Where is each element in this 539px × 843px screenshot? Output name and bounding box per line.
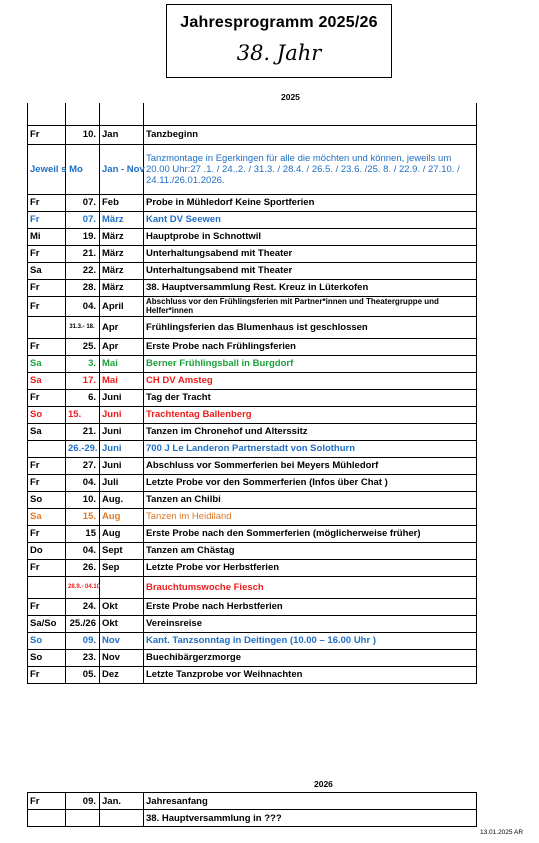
date-cell: 17. [66,372,100,389]
weekday-cell: Fr [28,194,66,211]
weekday-cell: So [28,649,66,666]
table-row [28,508,477,525]
table-row [28,389,477,406]
event-cell: 38. Hauptversammlung Rest. Kreuz in Lüterkofen [144,279,477,296]
month-cell: Okt [100,615,144,632]
month-cell: Nov [100,649,144,666]
table-row [28,262,477,279]
month-cell: Dez [100,666,144,683]
weekday-cell [28,316,66,338]
event-cell: CH DV Amsteg [144,372,477,389]
program-table-2025 [27,103,477,684]
month-cell: März [100,228,144,245]
month-cell: Aug [100,525,144,542]
page-subtitle: 38. Jahr [236,41,322,65]
weekday-cell: Fr [28,598,66,615]
event-cell: Kant DV Seewen [144,211,477,228]
weekday-cell: Sa/So [28,615,66,632]
table-row [28,632,477,649]
date-cell: 07. [66,211,100,228]
weekday-cell: So [28,491,66,508]
weekday-cell [28,576,66,598]
date-cell: 26. [66,559,100,576]
weekday-cell: Fr [28,296,66,316]
date-cell: 04. [66,474,100,491]
table-row [28,279,477,296]
table-row [28,525,477,542]
event-cell [144,103,477,125]
month-cell: Feb [100,194,144,211]
weekday-cell: Fr [28,279,66,296]
date-cell: 09. [66,632,100,649]
weekday-cell: Mi [28,228,66,245]
date-cell: 27. [66,457,100,474]
table-row [28,666,477,683]
table-row [28,296,477,316]
table-row [28,598,477,615]
event-cell: Tag der Tracht [144,389,477,406]
month-cell: Juni [100,440,144,457]
table-row [28,457,477,474]
date-cell: 10. [66,125,100,144]
month-cell: Juni [100,423,144,440]
date-cell: 28.9.- 04.10 [66,576,100,598]
table-row [28,245,477,262]
weekday-cell: Fr [28,389,66,406]
date-cell: 15 [66,525,100,542]
month-cell: Apr [100,316,144,338]
event-cell: Brauchtumswoche Fiesch [144,576,477,598]
year-heading-2026: 2026 [314,779,333,789]
month-cell: Jan. [100,793,144,810]
weekday-cell: Fr [28,211,66,228]
table-row [28,194,477,211]
month-cell: Sept [100,542,144,559]
event-cell: Berner Frühlingsball in Burgdorf [144,355,477,372]
month-cell: Juni [100,406,144,423]
date-cell: 6. [66,389,100,406]
date-cell: 31.3.- 18. [66,316,100,338]
month-cell: Juni [100,457,144,474]
table-row [28,406,477,423]
date-cell [66,810,100,827]
event-cell: Tanzen am Chästag [144,542,477,559]
date-cell: 04. [66,542,100,559]
month-cell [100,103,144,125]
date-cell: 26.-29. [66,440,100,457]
weekday-cell: Fr [28,666,66,683]
event-cell: Vereinsreise [144,615,477,632]
event-cell: Tanzen im Heidiland [144,508,477,525]
weekday-cell: Sa [28,262,66,279]
month-cell: März [100,245,144,262]
table-row [28,423,477,440]
month-cell: April [100,296,144,316]
weekday-cell: Fr [28,245,66,262]
table-row [28,576,477,598]
month-cell: Mai [100,355,144,372]
month-cell: März [100,211,144,228]
date-cell [66,103,100,125]
table-row [28,810,477,827]
event-cell: Unterhaltungsabend mit Theater [144,245,477,262]
date-cell: 23. [66,649,100,666]
weekday-cell: Sa [28,508,66,525]
month-cell: Aug [100,508,144,525]
date-cell: 21. [66,423,100,440]
table-row [28,559,477,576]
footer-note: 13.01.2025 AR [480,829,524,836]
weekday-cell: So [28,406,66,423]
table-row [28,542,477,559]
weekday-cell [28,103,66,125]
date-cell: 15. [66,508,100,525]
event-cell: Letzte Probe vor Herbstferien [144,559,477,576]
weekday-cell: Fr [28,125,66,144]
weekday-cell: Fr [28,525,66,542]
event-cell: Jahresanfang [144,793,477,810]
month-cell [100,576,144,598]
weekday-cell: Sa [28,372,66,389]
event-cell: Tanzmontage in Egerkingen für alle die möchten und können, jeweils um 20.00 Uhr:27 .1. / 24..2. / 31.3. / 28.4. / 26.5. / 23.6. /25. 8. / 22.9. / 27.10. / 24.11./26.01.2026. [144,144,477,194]
month-cell: März [100,279,144,296]
table-row [28,649,477,666]
weekday-cell: Fr [28,793,66,810]
table-row [28,338,477,355]
event-cell: Kant. Tanzsonntag in Deitingen (10.00 – 16.00 Uhr ) [144,632,477,649]
date-cell: 04. [66,296,100,316]
table-row [28,103,477,125]
date-cell: 19. [66,228,100,245]
event-cell: Erste Probe nach Frühlingsferien [144,338,477,355]
weekday-cell: Jeweil s Mo [28,144,66,194]
month-cell: Mai [100,372,144,389]
event-cell: Abschluss vor den Frühlingsferien mit Partner*innen und Theatergruppe und Helfer*innen [144,296,477,316]
event-cell: Frühlingsferien das Blumenhaus ist geschlossen [144,316,477,338]
month-cell: Aug. [100,491,144,508]
weekday-cell: Do [28,542,66,559]
month-cell: Juli [100,474,144,491]
weekday-cell [28,810,66,827]
program-table-2026 [27,792,477,827]
month-cell: Okt [100,598,144,615]
date-cell: 09. [66,793,100,810]
weekday-cell: Fr [28,474,66,491]
table-row [28,474,477,491]
month-cell: Sep [100,559,144,576]
event-cell: Letzte Tanzprobe vor Weihnachten [144,666,477,683]
month-cell: Jan - Nov [100,144,144,194]
month-cell: Jan [100,125,144,144]
weekday-cell [28,440,66,457]
table-row [28,491,477,508]
weekday-cell: Fr [28,457,66,474]
event-cell: 700 J Le Landeron Partnerstadt von Solothurn [144,440,477,457]
date-cell: 15. [66,406,100,423]
weekday-cell: So [28,632,66,649]
date-cell: 28. [66,279,100,296]
date-cell: 3. [66,355,100,372]
weekday-cell: Fr [28,559,66,576]
month-cell: Juni [100,389,144,406]
event-cell: Buechibärgerzmorge [144,649,477,666]
year-heading-2025: 2025 [281,92,300,102]
event-cell: Tanzen im Chronehof und Alterssitz [144,423,477,440]
table-row [28,228,477,245]
table-row [28,440,477,457]
event-cell: Trachtentag Ballenberg [144,406,477,423]
event-cell: Probe in Mühledorf Keine Sportferien [144,194,477,211]
date-cell: 25./26 [66,615,100,632]
event-cell: Tanzen an Chilbi [144,491,477,508]
table-row [28,793,477,810]
month-cell [100,810,144,827]
date-cell: 10. [66,491,100,508]
date-cell: 22. [66,262,100,279]
weekday-cell: Sa [28,355,66,372]
date-cell: 07. [66,194,100,211]
event-cell: Hauptprobe in Schnottwil [144,228,477,245]
event-cell: Unterhaltungsabend mit Theater [144,262,477,279]
table-row [28,355,477,372]
month-cell: März [100,262,144,279]
table-row [28,615,477,632]
weekday-cell: Fr [28,338,66,355]
title-box [166,4,392,78]
month-cell: Apr [100,338,144,355]
event-cell: Erste Probe nach Herbstferien [144,598,477,615]
event-cell: Letzte Probe vor den Sommerferien (Infos über Chat ) [144,474,477,491]
event-cell: Tanzbeginn [144,125,477,144]
table-row [28,211,477,228]
month-cell: Nov [100,632,144,649]
page-title: Jahresprogramm 2025/26 [180,14,378,31]
weekday-cell: Sa [28,423,66,440]
event-cell: Erste Probe nach den Sommerferien (möglicherweise früher) [144,525,477,542]
table-row [28,125,477,144]
date-cell: 21. [66,245,100,262]
table-row [28,372,477,389]
table-row [28,144,477,194]
date-cell: 05. [66,666,100,683]
event-cell: 38. Hauptversammlung in ??? [144,810,477,827]
date-cell: 24. [66,598,100,615]
table-row [28,316,477,338]
event-cell: Abschluss vor Sommerferien bei Meyers Mühledorf [144,457,477,474]
date-cell: 25. [66,338,100,355]
